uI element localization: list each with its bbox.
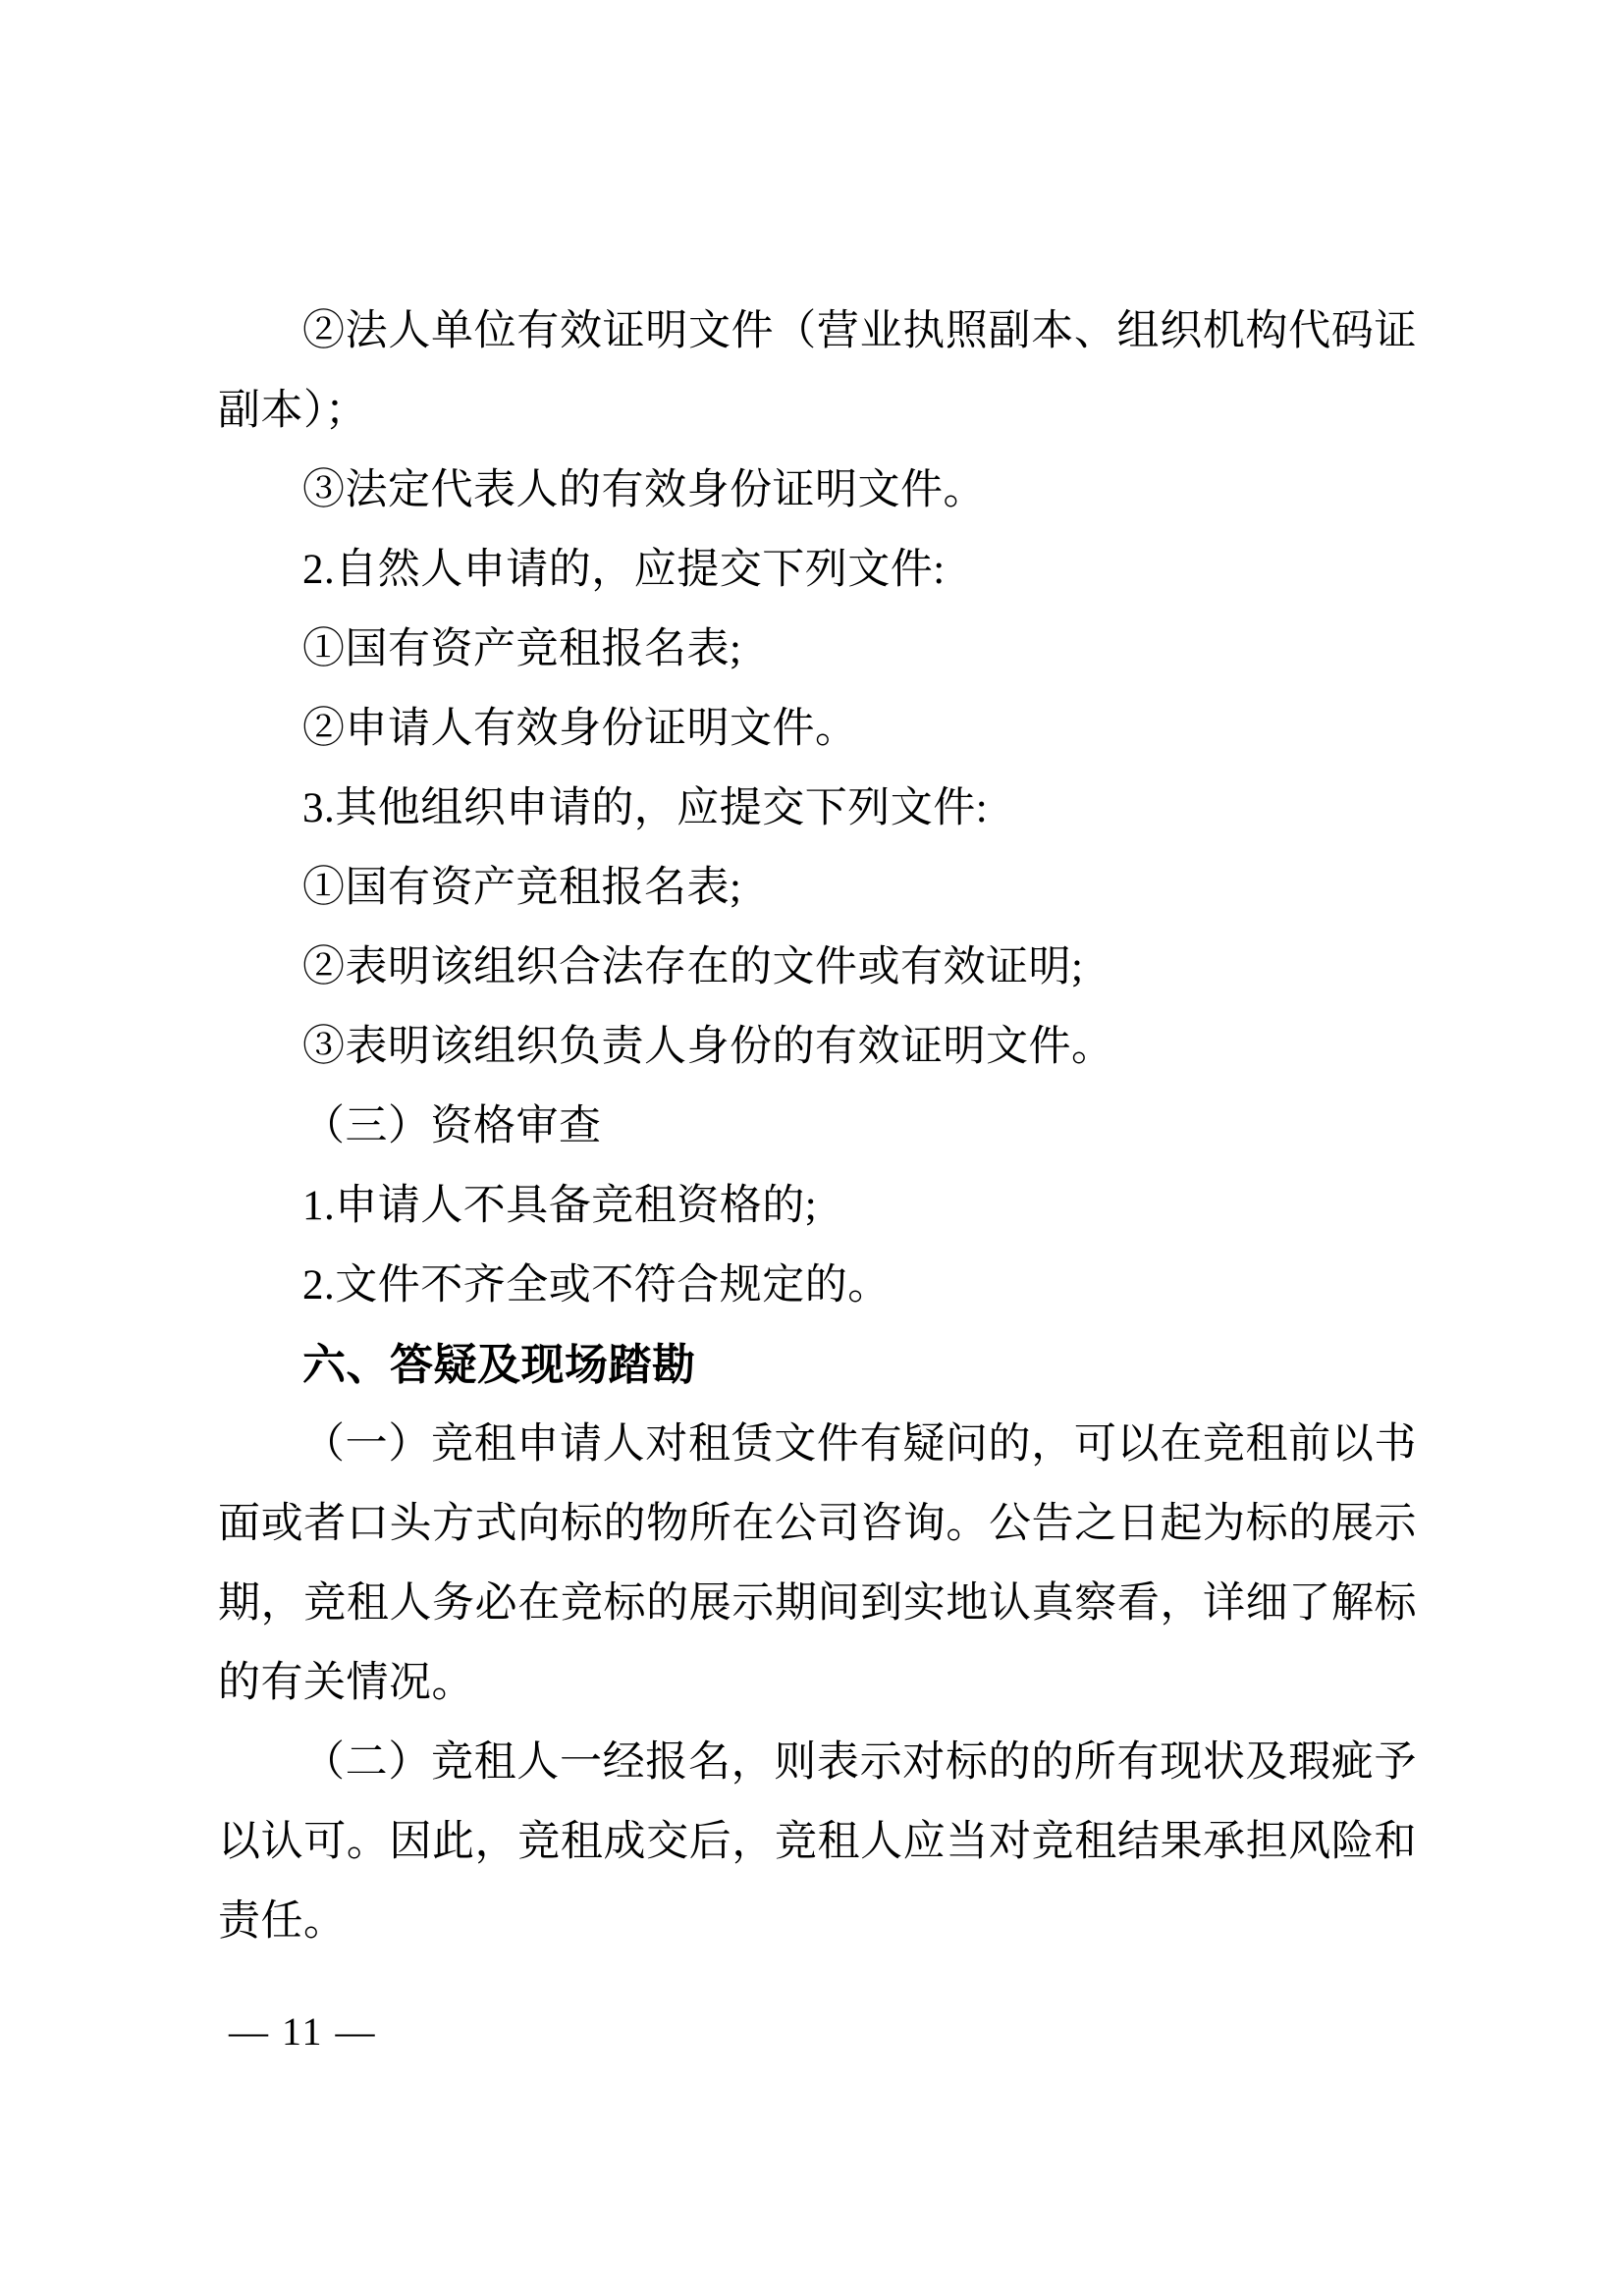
body-line: ②表明该组织合法存在的文件或有效证明; bbox=[302, 944, 1084, 990]
body-line: ②申请人有效身份证明文件。 bbox=[302, 706, 858, 752]
body-line: ①国有资产竞租报名表; bbox=[302, 865, 742, 911]
body-line: ③表明该组织负责人身份的有效证明文件。 bbox=[302, 1024, 1114, 1070]
body-line: 1.申请人不具备竞租资格的; bbox=[302, 1183, 818, 1229]
body-line: （一）竞租申请人对租赁文件有疑问的，可以在竞租前以书 bbox=[302, 1421, 1417, 1468]
body-line: 期，竞租人务必在竞标的展示期间到实地认真察看，详细了解标 bbox=[218, 1580, 1417, 1627]
body-line: ③法定代表人的有效身份证明文件。 bbox=[302, 467, 986, 513]
section-heading: 六、答疑及现场踏勘 bbox=[302, 1341, 696, 1389]
body-line: 的有关情况。 bbox=[218, 1660, 474, 1706]
body-line: 责任。 bbox=[218, 1898, 347, 1945]
body-line: （三）资格审查 bbox=[302, 1103, 602, 1149]
page-number: — 11 — bbox=[229, 2009, 377, 2054]
body-line: 2.文件不齐全或不符合规定的。 bbox=[302, 1262, 891, 1308]
body-line: 面或者口头方式向标的物所在公司咨询。公告之日起为标的展示 bbox=[218, 1501, 1417, 1547]
document-body bbox=[218, 292, 1417, 1961]
body-line: 副本）； bbox=[218, 388, 368, 434]
body-line: 3.其他组织申请的，应提交下列文件: bbox=[302, 785, 989, 831]
body-line: ①国有资产竞租报名表; bbox=[302, 626, 742, 672]
body-line: （二）竞租人一经报名，则表示对标的的所有现状及瑕疵予 bbox=[302, 1739, 1417, 1786]
body-line: ②法人单位有效证明文件（营业执照副本、组织机构代码证 bbox=[302, 308, 1417, 354]
body-line: 以认可。因此，竞租成交后，竞租人应当对竞租结果承担风险和 bbox=[218, 1819, 1417, 1865]
body-line: 2.自然人申请的，应提交下列文件: bbox=[302, 547, 946, 593]
